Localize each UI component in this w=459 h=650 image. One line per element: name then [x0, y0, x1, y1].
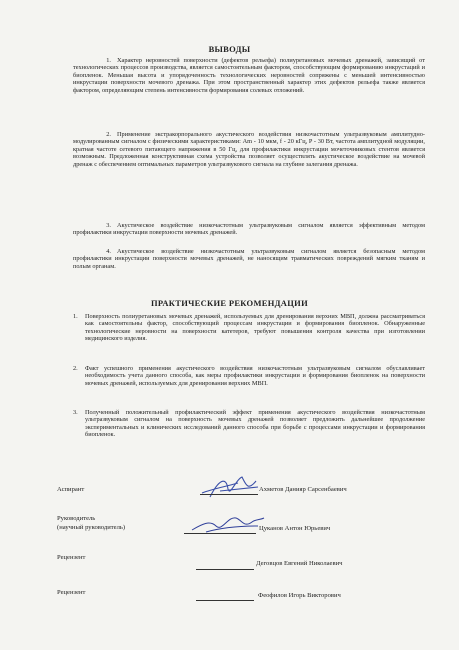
conclusion-text: Характер неровностей поверхности (дефектов рельефа) полиуретановых мочевых дренажей, зависящий от технологических процессов производства, является самостоятельным фактором, способствующим формированию инкрустаций и биопленок. Меньшая высота и упорядоченность технологических неровностей сопряжены с меньшей интенсивностью инкрустации поверхности мочевого дренажа. При этом пространственный характер этих дефектов рельефа также является фактором, определяющим степень интенсивности формирования солевых отложений. [73, 57, 425, 94]
reviewer2-name: Феофилов Игорь Викторович [258, 592, 341, 599]
recommendation-number: 1. [73, 313, 78, 320]
aspirant-name: Ахметов Данияр Сарсенбаевич [259, 486, 347, 493]
reviewer1-name: Деговцов Евгений Николаевич [256, 560, 343, 567]
conclusion-text: Акустическое воздействие низкочастотным ультразвуковым сигналом является безопасным методом профилактики инкрустации поверхности мочевых дренажей, не наносящим травматических повреждений мягким тканям и полым органам. [73, 248, 425, 270]
recommendation-item [73, 313, 425, 343]
recommendation-text: Поверхность полиуретановых мочевых дренажей, используемых для дренирования верхних МВП, должна рассматриваться как самостоятельны фактор, способствующий процессам инкрустации и формирования биопленок. Обнаруженные технологические неровности на поверхности катетеров, требуют повышения контроля качества при изготовлении медицинского изделия. [85, 313, 425, 343]
conclusion-item [73, 57, 425, 94]
conclusion-item [73, 222, 425, 237]
recommendations-title: ПРАКТИЧЕСКИЕ РЕКОМЕНДАЦИИ [151, 298, 308, 308]
aspirant-signature-line [200, 494, 258, 495]
conclusion-item [73, 131, 425, 168]
conclusion-number: 4. [106, 248, 111, 255]
recommendation-number: 2. [73, 365, 78, 372]
aspirant-label: Аспирант [57, 486, 85, 493]
conclusion-number: 3. [106, 222, 111, 229]
recommendation-text: Факт успешного применения акустического воздействия низкочастотным ультразвуковым сигналом обуславливает необходимость учета данного способа, как меры профилактики инкрустации и формирования биопленок на поверхности мочевых дренажей, используемых для дренирования верхних МВП. [85, 365, 425, 387]
recommendation-item [73, 365, 425, 387]
conclusion-text: Акустическое воздействие низкочастотным ультразвуковым сигналом является эффективным методом профилактики инкрустации поверхности мочевых дренажей. [73, 222, 425, 237]
reviewer2-signature-line [196, 600, 254, 601]
aspirant-signature [198, 471, 268, 501]
conclusion-number: 2. [106, 131, 111, 138]
conclusion-text: Применение экстракорпорального акустического воздействия низкочастотным ультразвуковым амплитудно-модулированным сигналом с физическими характеристиками: Am - 10 мкм, f - 20 кГц, P - 30 Вт, частота амплитудной модуляции, кратная частоте сетевого питающего напряжения в 50 Гц, для профилактики инкрустации мочеточниковых стентов является возможным. Предложенная конструктивная схема устройства позволяет осуществлять акустическое воздействие на мочевой дренаж с обеспечением оптимальных параметров ультразвукового сигнала на глубине залегания дренажа. [73, 131, 425, 168]
recommendation-number: 3. [73, 409, 78, 416]
reviewer1-label: Рецензент [57, 554, 86, 561]
reviewer2-label: Рецензент [57, 589, 86, 596]
reviewer1-signature-line [196, 569, 254, 570]
conclusion-number: 1. [106, 57, 111, 64]
conclusion-item [73, 248, 425, 270]
supervisor-name: Цуканов Антон Юрьевич [259, 525, 331, 532]
conclusions-title: ВЫВОДЫ [208, 44, 251, 54]
recommendation-item [73, 409, 425, 439]
supervisor-label: Руководитель [57, 515, 96, 522]
supervisor-label-note: (научный руководитель) [57, 524, 126, 531]
supervisor-signature-line [184, 533, 256, 534]
recommendation-text: Полученный положительный профилактический эффект применения акустического воздействия низкочастотным ультразвуковым сигналом на поверхность мочевых дренажей позволяет предложить дальнейшее продолжение экспериментальных и клинических исследований данного способа при борьбе с процессами инкрустации и формирования биопленок. [85, 409, 425, 439]
supervisor-signature [186, 508, 266, 536]
